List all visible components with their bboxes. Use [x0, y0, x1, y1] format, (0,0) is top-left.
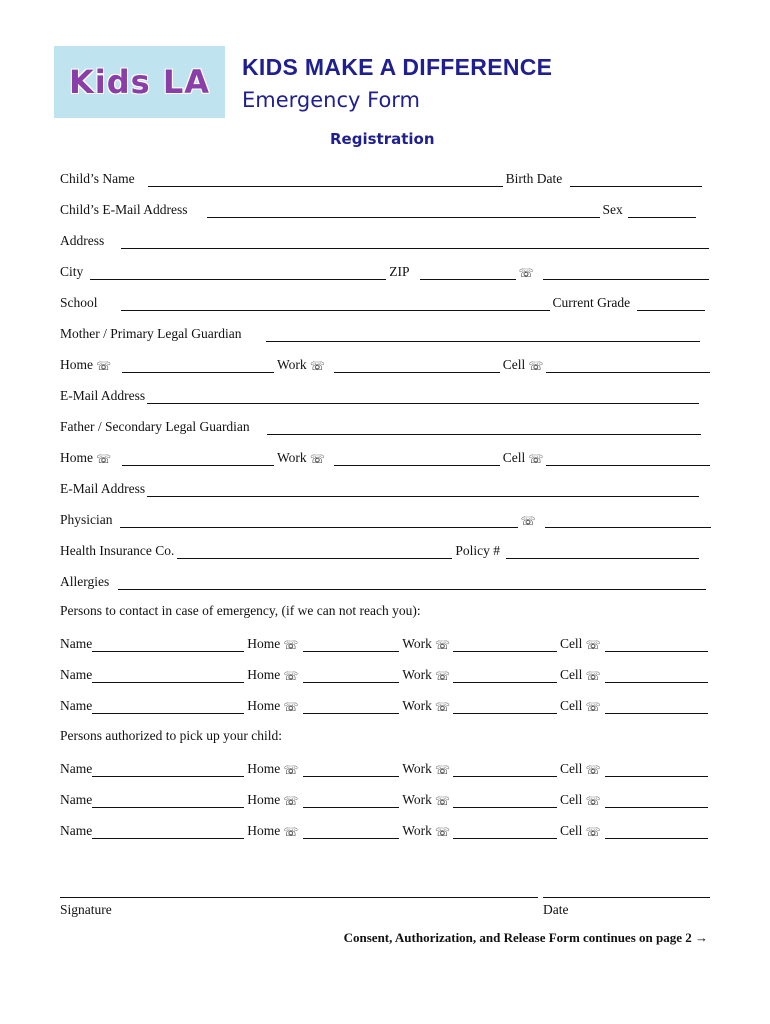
pickup-cell-field-1[interactable] — [605, 763, 708, 777]
cell-label: Cell — [559, 792, 583, 807]
pickup-work-field-2[interactable] — [453, 794, 557, 808]
mother-label: Mother / Primary Legal Guardian — [60, 326, 242, 341]
email-label: E-Mail Address — [60, 388, 146, 403]
pickup-work-field-1[interactable] — [453, 763, 557, 777]
city-label: City — [60, 264, 84, 279]
city-field[interactable] — [90, 266, 386, 280]
childs-name-label: Child’s Name — [60, 171, 135, 186]
address-field[interactable] — [121, 235, 709, 249]
telephone-icon: ☏ — [283, 794, 299, 808]
work-label: Work — [402, 823, 432, 838]
work-label: Work — [402, 698, 432, 713]
school-label: School — [60, 295, 98, 310]
physician-row — [60, 508, 710, 528]
pickup-heading: Persons authorized to pick up your child: — [60, 728, 282, 743]
section-heading: Registration — [330, 130, 435, 148]
pickup-row-2 — [60, 788, 710, 808]
home-label: Home — [247, 761, 281, 776]
emergency-row-2 — [60, 663, 710, 683]
mother-work-phone-field[interactable] — [334, 359, 500, 373]
name-label: Name — [60, 636, 93, 651]
telephone-icon: ☏ — [520, 514, 536, 528]
cell-label: Cell — [559, 823, 583, 838]
insurance-field[interactable] — [177, 545, 452, 559]
pickup-work-field-3[interactable] — [453, 825, 557, 839]
telephone-icon: ☏ — [309, 452, 325, 466]
telephone-icon: ☏ — [283, 700, 299, 714]
insurance-row — [60, 539, 710, 559]
address-row — [60, 229, 710, 249]
home-label: Home — [60, 450, 93, 465]
mother-home-phone-field[interactable] — [122, 359, 274, 373]
emergency-cell-field-1[interactable] — [605, 638, 708, 652]
telephone-icon: ☏ — [434, 763, 450, 777]
father-email-field[interactable] — [147, 483, 699, 497]
work-label: Work — [277, 357, 307, 372]
emergency-row-1 — [60, 632, 710, 652]
insurance-label: Health Insurance Co. — [60, 543, 175, 558]
sex-label: Sex — [602, 202, 623, 217]
work-label: Work — [277, 450, 307, 465]
name-label: Name — [60, 761, 93, 776]
school-field[interactable] — [121, 297, 550, 311]
telephone-icon: ☏ — [434, 825, 450, 839]
telephone-icon: ☏ — [283, 638, 299, 652]
pickup-home-field-3[interactable] — [303, 825, 399, 839]
cell-label: Cell — [559, 636, 583, 651]
form-title: KIDS MAKE A DIFFERENCE — [242, 54, 553, 80]
email-label: E-Mail Address — [60, 481, 146, 496]
emergency-work-field-3[interactable] — [453, 700, 557, 714]
childs-name-row — [60, 167, 710, 187]
current-grade-field[interactable] — [637, 297, 705, 311]
home-phone-field[interactable] — [543, 266, 709, 280]
telephone-icon: ☏ — [518, 266, 534, 280]
childs-email-row — [60, 198, 710, 218]
home-label: Home — [247, 823, 281, 838]
current-grade-label: Current Grade — [552, 295, 631, 310]
date-field[interactable] — [543, 897, 710, 898]
telephone-icon: ☏ — [434, 700, 450, 714]
work-label: Work — [402, 636, 432, 651]
father-cell-phone-field[interactable] — [546, 452, 710, 466]
telephone-icon: ☏ — [283, 763, 299, 777]
telephone-icon: ☏ — [585, 763, 601, 777]
emergency-work-field-1[interactable] — [453, 638, 557, 652]
emergency-name-field-3[interactable] — [92, 700, 244, 714]
logo-text: Kids LA — [68, 63, 210, 101]
mother-phones-row — [60, 353, 710, 373]
telephone-icon: ☏ — [283, 669, 299, 683]
father-home-phone-field[interactable] — [122, 452, 274, 466]
telephone-icon: ☏ — [434, 794, 450, 808]
address-label: Address — [60, 233, 105, 248]
physician-phone-field[interactable] — [545, 514, 711, 528]
name-label: Name — [60, 823, 93, 838]
emergency-name-field-2[interactable] — [92, 669, 244, 683]
allergies-field[interactable] — [118, 576, 706, 590]
signature-label: Signature — [60, 902, 112, 917]
mother-row — [60, 322, 710, 342]
mother-email-row — [60, 384, 710, 404]
policy-field[interactable] — [506, 545, 699, 559]
telephone-icon: ☏ — [96, 359, 112, 373]
father-phones-row — [60, 446, 710, 466]
father-email-row — [60, 477, 710, 497]
pickup-home-field-2[interactable] — [303, 794, 399, 808]
father-row — [60, 415, 710, 435]
emergency-cell-field-3[interactable] — [605, 700, 708, 714]
cell-label: Cell — [559, 667, 583, 682]
policy-label: Policy # — [455, 543, 500, 558]
zip-label: ZIP — [389, 264, 410, 279]
name-label: Name — [60, 698, 93, 713]
continuation-note: Consent, Authorization, and Release Form continues on page 2 → — [343, 930, 708, 945]
name-label: Name — [60, 667, 93, 682]
pickup-name-field-3[interactable] — [92, 825, 244, 839]
telephone-icon: ☏ — [309, 359, 325, 373]
childs-name-field[interactable] — [148, 173, 503, 187]
physician-label: Physician — [60, 512, 113, 527]
childs-email-field[interactable] — [207, 204, 600, 218]
date-label: Date — [543, 902, 569, 917]
telephone-icon: ☏ — [585, 825, 601, 839]
father-name-field[interactable] — [267, 421, 701, 435]
home-label: Home — [247, 636, 281, 651]
telephone-icon: ☏ — [585, 638, 601, 652]
telephone-icon: ☏ — [585, 700, 601, 714]
pickup-name-field-1[interactable] — [92, 763, 244, 777]
emergency-home-field-3[interactable] — [303, 700, 399, 714]
home-label: Home — [247, 792, 281, 807]
city-row — [60, 260, 710, 280]
home-label: Home — [247, 698, 281, 713]
mother-email-field[interactable] — [147, 390, 699, 404]
emergency-heading: Persons to contact in case of emergency, (if we can not reach you): — [60, 603, 421, 618]
emergency-work-field-2[interactable] — [453, 669, 557, 683]
pickup-row-3 — [60, 819, 710, 839]
telephone-icon: ☏ — [283, 825, 299, 839]
emergency-name-field-1[interactable] — [92, 638, 244, 652]
telephone-icon: ☏ — [434, 638, 450, 652]
physician-field[interactable] — [120, 514, 518, 528]
zip-field[interactable] — [420, 266, 516, 280]
mother-cell-phone-field[interactable] — [546, 359, 710, 373]
mother-name-field[interactable] — [266, 328, 700, 342]
cell-label: Cell — [502, 357, 526, 372]
telephone-icon: ☏ — [96, 452, 112, 466]
work-label: Work — [402, 792, 432, 807]
birth-date-field[interactable] — [570, 173, 702, 187]
telephone-icon: ☏ — [585, 669, 601, 683]
allergies-row — [60, 570, 710, 590]
emergency-row-3 — [60, 694, 710, 714]
home-label: Home — [60, 357, 93, 372]
telephone-icon: ☏ — [434, 669, 450, 683]
emergency-home-field-2[interactable] — [303, 669, 399, 683]
emergency-cell-field-2[interactable] — [605, 669, 708, 683]
childs-email-label: Child’s E-Mail Address — [60, 202, 188, 217]
father-label: Father / Secondary Legal Guardian — [60, 419, 250, 434]
cell-label: Cell — [559, 761, 583, 776]
signature-field[interactable] — [60, 897, 538, 898]
school-row — [60, 291, 710, 311]
pickup-cell-field-2[interactable] — [605, 794, 708, 808]
telephone-icon: ☏ — [528, 452, 544, 466]
pickup-name-field-2[interactable] — [92, 794, 244, 808]
cell-label: Cell — [559, 698, 583, 713]
pickup-row-1 — [60, 757, 710, 777]
emergency-home-field-1[interactable] — [303, 638, 399, 652]
kids-la-logo — [54, 46, 225, 118]
telephone-icon: ☏ — [585, 794, 601, 808]
pickup-cell-field-3[interactable] — [605, 825, 708, 839]
allergies-label: Allergies — [60, 574, 110, 589]
work-label: Work — [402, 667, 432, 682]
father-work-phone-field[interactable] — [334, 452, 500, 466]
pickup-home-field-1[interactable] — [303, 763, 399, 777]
name-label: Name — [60, 792, 93, 807]
work-label: Work — [402, 761, 432, 776]
home-label: Home — [247, 667, 281, 682]
birth-date-label: Birth Date — [505, 171, 563, 186]
sex-field[interactable] — [628, 204, 696, 218]
cell-label: Cell — [502, 450, 526, 465]
form-subtitle: Emergency Form — [242, 88, 421, 112]
telephone-icon: ☏ — [528, 359, 544, 373]
